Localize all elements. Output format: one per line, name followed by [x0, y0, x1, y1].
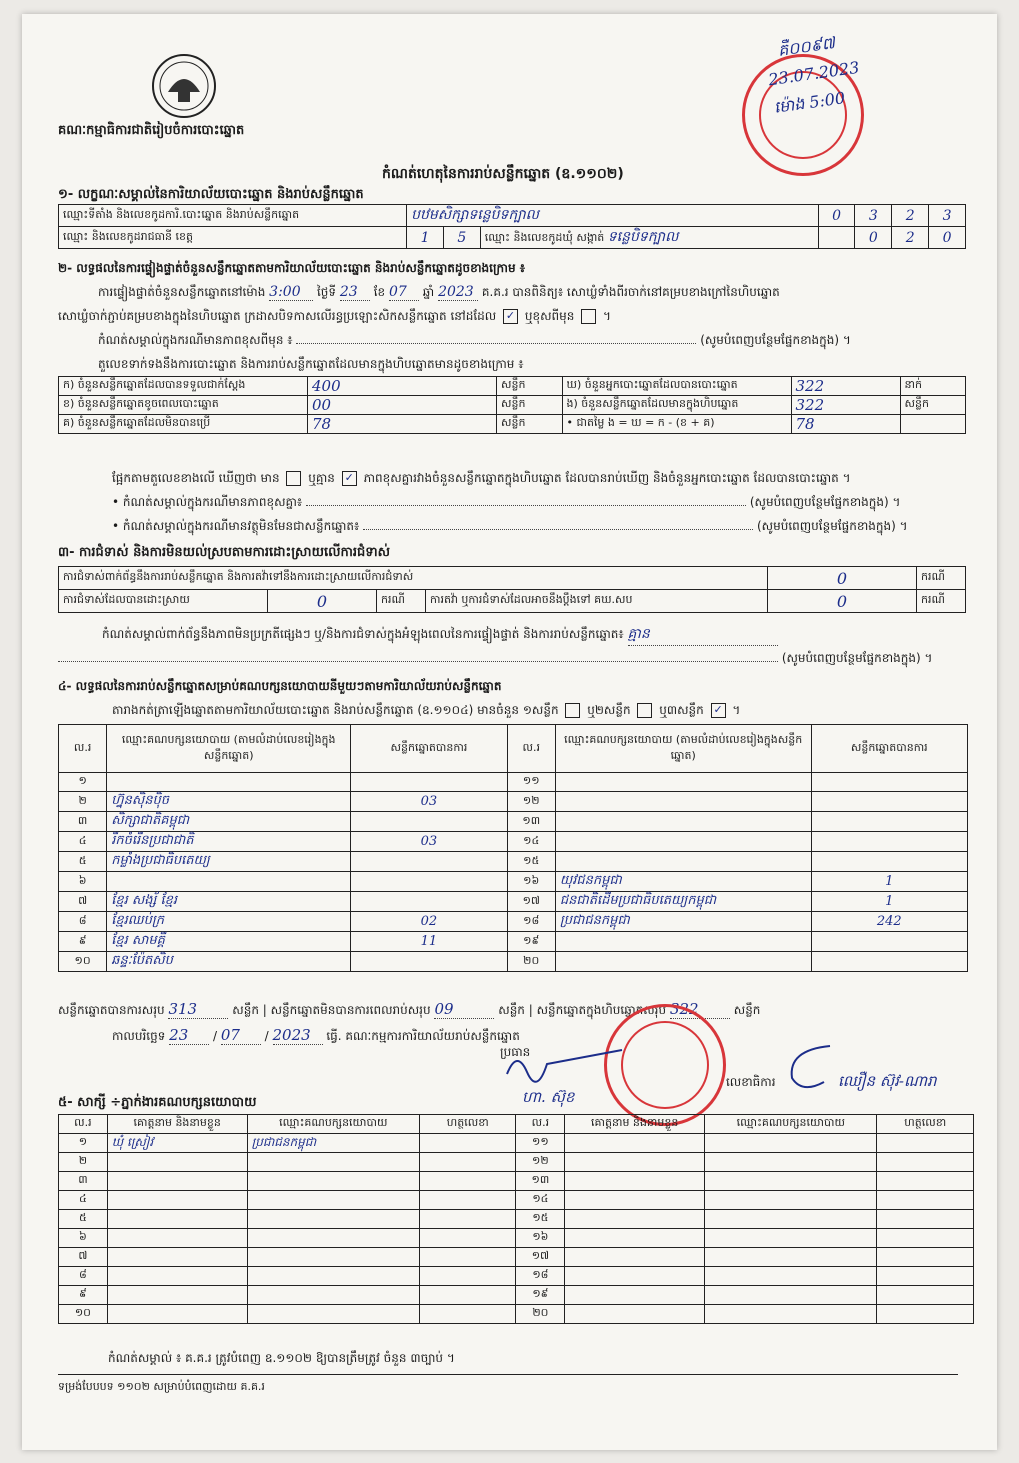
witness-party	[705, 1229, 877, 1248]
witness-party	[247, 1305, 419, 1324]
formula-value: 78	[791, 415, 900, 434]
party-votes	[351, 812, 507, 832]
party-no: ១១	[507, 773, 555, 792]
party-votes	[351, 852, 507, 872]
party-votes	[811, 932, 967, 952]
party-name: ប្រជាជនកម្ពុជា	[555, 912, 811, 932]
location-label: ឈ្មោះទីតាំង និងលេខកូដការិ.បោះឆ្នោត និងរាប់សន្លឹកឆ្នោត	[59, 205, 407, 227]
table-row	[59, 1305, 974, 1324]
table-row	[59, 1134, 974, 1153]
table-row	[59, 1267, 974, 1286]
party-no: ១	[59, 773, 107, 792]
secretary-label: លេខាធិការ	[726, 1075, 776, 1089]
party-name	[555, 773, 811, 792]
witness-no: ១៣	[516, 1172, 565, 1191]
witness-no: ៦	[59, 1229, 108, 1248]
witness-no: ៣	[59, 1172, 108, 1191]
table-row	[59, 812, 968, 832]
figures-table	[58, 376, 966, 434]
party-name: សិក្សាជាតិគម្ពុជា	[107, 812, 351, 832]
party-votes	[351, 892, 507, 912]
witness-signature	[877, 1286, 974, 1305]
witness-no: ១៨	[516, 1267, 565, 1286]
witness-signature	[420, 1134, 516, 1153]
witness-table: ល.រ គោត្តនាម និងនាមខ្លួន ឈ្មោះគណបក្សនយោបាយ ហត្ថលេខា ល.រ គោត្តនាម និងនាមខ្លួន ឈ្មោះគណបក្សនយោបាយ ហត្ថលេខា ១ ឃុំ ស្រៀវ ប្រជាជនកម្ពុជា ១១ ២ ១២ ៣ ១៣ ៤ ១៤ ៥ ១៥ ៦ ១៦ ៧ ១៧ ៨ ១៨ ៩ ១៩ ១០ ២០	[58, 1114, 974, 1324]
stamp-time: ម៉ោង 5:00	[772, 88, 847, 117]
witness-name	[107, 1172, 247, 1191]
table-row	[59, 1286, 974, 1305]
province-code-1: 1	[407, 227, 444, 249]
table-row	[59, 1172, 974, 1191]
witness-no: ១២	[516, 1153, 565, 1172]
verify-month: 07	[389, 284, 419, 301]
witness-signature	[877, 1305, 974, 1324]
section3-heading: ៣- ការជំទាស់ និងការមិនយល់ស្របតាមការដោះស្រាយលើការជំទាស់	[58, 545, 390, 560]
chair-signature-icon	[502, 1044, 632, 1084]
total-invalid: 09	[434, 1000, 494, 1019]
witness-party: ប្រជាជនកម្ពុជា	[247, 1134, 419, 1153]
witness-name	[565, 1267, 705, 1286]
verify-line-1: ការផ្ទៀងផ្ទាត់ចំនួនសន្លឹកឆ្នោតនៅម៉ោង 3:00 ថ្ងៃទី 23 ខែ 07 ឆ្នាំ 2023 គ.គ.រ បានពិនិត្យ៖ សោឃ្លំទាំងពីរចាក់នៅគម្របខាងក្រៅនៃហិបឆ្នោត	[98, 284, 780, 300]
party-votes: 02	[351, 912, 507, 932]
form-title: កំណត់ហេតុនៃការរាប់សន្លឹកឆ្នោត (ឧ.១១០២)	[382, 166, 624, 182]
party-votes	[811, 952, 967, 972]
section1-heading: ១- លក្ខណៈសម្គាល់នៃការិយាល័យបោះឆ្នោត និងរាប់សន្លឹកឆ្នោត	[58, 187, 364, 202]
witness-name	[107, 1229, 247, 1248]
witness-party	[247, 1210, 419, 1229]
party-votes: 1	[811, 872, 967, 892]
secretary-signature-icon	[782, 1038, 842, 1098]
witness-name	[565, 1286, 705, 1305]
table-row	[59, 912, 968, 932]
witness-name	[107, 1267, 247, 1286]
witness-no: ១៤	[516, 1191, 565, 1210]
witness-no: ១៩	[516, 1286, 565, 1305]
figures-row: គ) ចំនួនសន្លឹកឆ្នោតដែលមិនបានប្រើ 78 សន្លឹក • ជាតម្លៃ ង = ឃ = ក - (ខ + គ) 78	[59, 415, 966, 434]
party-votes	[811, 832, 967, 852]
chair-label: ប្រធាន	[500, 1045, 531, 1059]
witness-signature	[420, 1286, 516, 1305]
party-name: ជនជាតិដើមប្រជាធិបតេយ្យកម្ពុជា	[555, 892, 811, 912]
party-name	[555, 792, 811, 812]
party-no: ៣	[59, 812, 107, 832]
witness-signature	[420, 1153, 516, 1172]
table-row	[59, 832, 968, 852]
party-no: ៦	[59, 872, 107, 892]
witness-name	[565, 1134, 705, 1153]
party-no: ១៩	[507, 932, 555, 952]
witness-name: ឃុំ ស្រៀវ	[107, 1134, 247, 1153]
chair-name: ហា. ស៊ុខ	[522, 1088, 575, 1106]
spoiled-value: 00	[308, 396, 497, 415]
table-row	[59, 892, 968, 912]
table-row	[59, 1191, 974, 1210]
irregularity-value: គ្មាន	[628, 624, 778, 646]
party-no: ១២	[507, 792, 555, 812]
witness-no: ៨	[59, 1267, 108, 1286]
witness-signature	[420, 1172, 516, 1191]
has-diff-checkbox[interactable]	[286, 471, 301, 486]
received-value: 400	[308, 377, 497, 396]
witness-signature	[420, 1267, 516, 1286]
witness-name	[107, 1248, 247, 1267]
witness-party	[705, 1248, 877, 1267]
totals-line: សន្លឹកឆ្នោតបានការសរុប 313 សន្លឹក | សន្លឹកឆ្នោតមិនបានការពេលរាប់សរុប 09 សន្លឹក | សន្លឹកឆ្នោតក្នុងហិបឆ្នោតសរុប 322 សន្លឹក	[58, 1000, 761, 1018]
two-sheet-checkbox[interactable]	[637, 703, 652, 718]
witness-party	[705, 1191, 877, 1210]
witness-signature	[877, 1172, 974, 1191]
party-no: ១០	[59, 952, 107, 972]
witness-signature	[877, 1153, 974, 1172]
witness-party	[247, 1191, 419, 1210]
witness-name	[565, 1248, 705, 1267]
witness-no: ១៥	[516, 1210, 565, 1229]
table-row	[59, 932, 968, 952]
party-name: ហ្វ៊ុនស៊ិនប៉ិច	[107, 792, 351, 812]
witness-signature	[877, 1191, 974, 1210]
witness-name	[565, 1191, 705, 1210]
witness-signature	[420, 1305, 516, 1324]
unused-value: 78	[308, 415, 497, 434]
witness-name	[107, 1153, 247, 1172]
party-name: រីកចំរើនប្រជាជាតិ	[107, 832, 351, 852]
party-no: ៧	[59, 892, 107, 912]
witness-party	[705, 1305, 877, 1324]
party-no: ៩	[59, 932, 107, 952]
party-votes: 242	[811, 912, 967, 932]
party-name: យុវជនកម្ពុជា	[555, 872, 811, 892]
location-code-4: 3	[929, 205, 966, 227]
party-name: ខ្មែរឈប់ក្រ	[107, 912, 351, 932]
witness-party	[247, 1248, 419, 1267]
party-name	[107, 872, 351, 892]
party-no: ៤	[59, 832, 107, 852]
witness-name	[107, 1286, 247, 1305]
witness-party	[247, 1267, 419, 1286]
diff-note-line: កំណត់សម្គាល់ក្នុងករណីមានភាពខុសពីមុន ៖ (សូមបំពេញបន្ថែមផ្នែកខាងក្នុង) ។	[98, 333, 851, 347]
org-name: គណៈកម្មាធិការជាតិរៀបចំការបោះឆ្នោត	[58, 123, 245, 138]
resolved-value: 0	[268, 590, 377, 613]
party-name	[555, 952, 811, 972]
party-no: ៥	[59, 852, 107, 872]
table-row	[59, 872, 968, 892]
stamp-code: គឺ០០៩៧	[776, 33, 837, 60]
location-code-3: 2	[892, 205, 929, 227]
bullet-diff: • កំណត់សម្គាល់ក្នុងករណីមានភាពខុសគ្នា៖ (សូមបំពេញបន្ថែមផ្នែកខាងក្នុង) ។	[112, 495, 901, 509]
section1-table	[58, 204, 966, 249]
document-sheet: គណៈកម្មាធិការជាតិរៀបចំការបោះឆ្នោត គឺ០០៩៧ 23.07.2023 ម៉ោង 5:00 កំណត់ហេតុនៃការរាប់សន្លឹកឆ្នោត (ឧ.១១០២) ១- លក្ខណៈសម្គាល់នៃការិយាល័យបោះឆ្នោត និងរាប់សន្លឹកឆ្នោត ឈ្មោះទីតាំង និងលេខកូដការិ.បោះឆ្នោត និងរាប់សន្លឹកឆ្នោត បឋមសិក្សាទន្លេបិទក្បាល 0 3 2 3 ឈ្មោះ និងលេខកូដរាជធានី ខេត្ត 1 5 ឈ្មោះ និងលេខកូដឃុំ សង្កាត់ ទន្លេបិទក្បាល 0 2 0 ២- លទ្ធផលនៃការផ្ទៀងផ្ទាត់ចំនួនសន្លឹកឆ្នោតតាមការិយាល័យបោះឆ្នោត និងរាប់សន្លឹកឆ្នោតដូចខាងក្រោម ៖ ការផ្ទៀងផ្ទាត់ចំនួនសន្លឹកឆ្នោតនៅម៉ោង 3:00 ថ្ងៃទី 23 ខែ 07 ឆ្នាំ 2023 គ.គ.រ បានពិនិត្យ៖ សោឃ្លំទាំងពីរចាក់នៅគម្របខាងក្រៅនៃហិបឆ្នោត សោឃ្លំចាក់ភ្ជាប់គម្របខាងក្នុងនៃហិបឆ្នោត ក្រដាសបិទកាសលើរន្ធប្រឡោះសិកសន្លឹកឆ្នោត នៅដដែល ✓ ឬខុសពីមុន ។ កំណត់សម្គាល់ក្នុងករណីមានភាពខុសពីមុន ៖ (សូមបំពេញបន្ថែមផ្នែកខាងក្នុង) ។ តួលេខទាក់ទងនឹងការបោះឆ្នោត និងការរាប់សន្លឹកឆ្នោតដែលមានក្នុងហិបឆ្នោតមានដូចខាងក្រោម ៖ ក) ចំនួនសន្លឹកឆ្នោតដែលបានទទួលជាក់ស្តែង 400 សន្លឹក ឃ) ចំនួនអ្នកបោះឆ្នោតដែលបានបោះឆ្នោត 322 នាក់ ខ) ចំនួនសន្លឹកឆ្នោតខូចពេលបោះឆ្នោត 00 សន្លឹក ង) ចំនួនសន្លឹកឆ្នោតដែលមានក្នុងហិបឆ្នោត 322 សន្លឹក គ) ចំនួនសន្លឹកឆ្នោតដែលមិនបានប្រើ 78 សន្លឹក • ជាតម្លៃ ង = ឃ = ក - (ខ + គ) 78 ផ្អែកតាមតួលេខខាងលើ ឃើញថា មាន ឬគ្មាន ✓ ភាពខុសគ្នារវាងចំនួនសន្លឹកឆ្នោតក្នុងហិបឆ្នោត ដែលបានរាប់ឃើញ និងចំនួនអ្នកបោះឆ្នោត ដែលបានបោះឆ្នោត ។ • កំណត់សម្គាល់ក្នុងករណីមានភាពខុសគ្នា៖ (សូមបំពេញបន្ថែមផ្នែកខាងក្នុង) ។ • កំណត់សម្គាល់ក្នុងករណីមានវត្ថុមិនមែនជាសន្លឹកឆ្នោត៖ (សូមបំពេញបន្ថែមផ្នែកខាងក្នុង) ។ ៣- ការជំទាស់ និងការមិនយល់ស្របតាមការដោះស្រាយលើការជំទាស់ ការជំទាស់ពាក់ព័ន្ធនឹងការរាប់សន្លឹកឆ្នោត និងការតវ៉ាទៅនឹងការដោះស្រាយលើការជំទាស់ 0 ករណី ការជំទាស់ដែលបានដោះស្រាយ 0 ករណី ការតវ៉ា ឬការជំទាស់ដែលអាចនឹងប្តឹងទៅ គឃ.សប 0 ករណី កំណត់សម្គាល់ពាក់ព័ន្ធនឹងភាពមិនប្រក្រតីផ្សេងៗ ឬ/និងការជំទាស់ក្នុងអំឡុងពេលនៃការផ្ទៀងផ្ទាត់ និងការរាប់សន្លឹកឆ្នោត៖ គ្មាន (សូមបំពេញបន្ថែមផ្នែកខាងក្នុង) ។ ៤- លទ្ធផលនៃការរាប់សន្លឹកឆ្នោតសម្រាប់គណបក្សនយោបាយនីមួយៗតាមការិយាល័យរាប់សន្លឹកឆ្នោត តារាងកត់ត្រាឡើងឆ្នោតតាមការិយាល័យបោះឆ្នោត និងរាប់សន្លឹកឆ្នោត (ឧ.១១០៤) មានចំនួន ១សន្លឹក ឬ២សន្លឹក ឬ៣សន្លឹក ✓ ។ ល.រ ឈ្មោះគណបក្សនយោបាយ (តាមលំដាប់លេខរៀងក្នុងសន្លឹកឆ្នោត) សន្លឹកឆ្នោតបានការ ល.រ ឈ្មោះគណបក្សនយោបាយ (តាមលំដាប់លេខរៀងក្នុងសន្លឹកឆ្នោត) សន្លឹកឆ្នោតបានការ ១ ១១ ២ ហ្វ៊ុនស៊ិនប៉ិច 03 ១២ ៣ សិក្សាជាតិគម្ពុជា ១៣ ៤ រីកចំរើនប្រជាជាតិ 03 ១៤ ៥ កម្លាំងប្រជាធិបតេយ្យ ១៥ ៦ ១៦ យុវជនកម្ពុជា 1 ៧ ខ្មែរ សង្ស័ ខ្មែរ ១៧ ជនជាតិដើមប្រជាធិបតេយ្យកម្ពុជា 1 ៨ ខ្មែរឈប់ក្រ 02 ១៨ ប្រជាជនកម្ពុជា 242 ៩ ខ្មែរ សាមគ្គី 11 ១៩ ១០ ឆន្ទៈប៉ែតសិប ២០ សន្លឹកឆ្នោតបានការសរុប 313 សន្លឹក | សន្លឹកឆ្នោតមិនបានការពេលរាប់សរុប 09 សន្លឹក | សន្លឹកឆ្នោតក្នុងហិបឆ្នោតសរុប 322 សន្លឹក កាលបរិច្ឆេទ 23 / 07 / 2023 ធ្វើ. គណៈកម្មការការិយាល័យរាប់សន្លឹកឆ្នោត ប្រធាន ហា. ស៊ុខ លេខាធិការ ឈឿន ស៊ុវ-ណារា ៥- សាក្សី ÷ភ្នាក់ងារគណបក្សនយោបាយ ល.រ គោត្តនាម និងនាមខ្លួន ឈ្មោះគណបក្សនយោបាយ ហត្ថលេខា ល.រ គោត្តនាម និងនាមខ្លួន ឈ្មោះគណបក្សនយោបាយ ហត្ថលេខា ១ ឃុំ ស្រៀវ ប្រជាជនកម្ពុជា ១១ ២ ១២ ៣ ១៣ ៤ ១៤ ៥ ១៥ ៦ ១៦ ៧ ១៧ ៨ ១៨ ៩ ១៩ ១០ ២០ កំណត់សម្គាល់ ៖ គ.គ.រ ត្រូវបំពេញ ឧ.១១០២ ឱ្យបានត្រឹមត្រូវ ចំនួន ៣ច្បាប់ ។ ទម្រង់បែបបទ ១១០២ សម្រាប់បំពេញដោយ គ.គ.រ	[22, 14, 997, 1450]
witness-no: ៥	[59, 1210, 108, 1229]
party-votes	[811, 773, 967, 792]
party-votes: 03	[351, 792, 507, 812]
date-line: កាលបរិច្ឆេទ 23 / 07 / 2023 ធ្វើ. គណៈកម្មការការិយាល័យរាប់សន្លឹកឆ្នោត	[112, 1026, 520, 1044]
discrepancy-line: ផ្អែកតាមតួលេខខាងលើ ឃើញថា មាន ឬគ្មាន ✓ ភាពខុសគ្នារវាងចំនួនសន្លឹកឆ្នោតក្នុងហិបឆ្នោត ដែលបានរាប់ឃើញ និងចំនួនអ្នកបោះឆ្នោត ដែលបានបោះឆ្នោត ។	[112, 471, 851, 485]
witness-party	[705, 1172, 877, 1191]
witness-party	[705, 1286, 877, 1305]
total-in-box: 322	[670, 1000, 730, 1019]
witness-no: ៩	[59, 1286, 108, 1305]
witness-name	[565, 1172, 705, 1191]
party-name	[107, 773, 351, 792]
party-votes	[351, 952, 507, 972]
table-row	[59, 773, 968, 792]
province-label: ឈ្មោះ និងលេខកូដរាជធានី ខេត្ត	[59, 227, 407, 249]
location-value: បឋមសិក្សាទន្លេបិទក្បាល	[407, 205, 819, 227]
witness-party	[705, 1153, 877, 1172]
party-no: ១៤	[507, 832, 555, 852]
objections-value: 0	[768, 567, 917, 590]
form-footer: ទម្រង់បែបបទ ១១០២ សម្រាប់បំពេញដោយ គ.គ.រ	[58, 1380, 265, 1393]
party-no: ១៦	[507, 872, 555, 892]
secretary-name: ឈឿន ស៊ុវ-ណារា	[838, 1072, 937, 1090]
location-code-2: 3	[855, 205, 892, 227]
figures-row: ខ) ចំនួនសន្លឹកឆ្នោតខូចពេលបោះឆ្នោត 00 សន្លឹក ង) ចំនួនសន្លឹកឆ្នោតដែលមានក្នុងហិបឆ្នោត 322 សន្លឹក	[59, 396, 966, 415]
party-no: ៨	[59, 912, 107, 932]
witness-party	[705, 1210, 877, 1229]
party-name: កម្លាំងប្រជាធិបតេយ្យ	[107, 852, 351, 872]
witness-signature	[420, 1191, 516, 1210]
party-name	[555, 812, 811, 832]
witness-signature	[877, 1267, 974, 1286]
section2-heading: ២- លទ្ធផលនៃការផ្ទៀងផ្ទាត់ចំនួនសន្លឹកឆ្នោតតាមការិយាល័យបោះឆ្នោត និងរាប់សន្លឹកឆ្នោតដូចខាងក្រោម ៖	[58, 261, 526, 275]
figures-intro: តួលេខទាក់ទងនឹងការបោះឆ្នោត និងការរាប់សន្លឹកឆ្នោតដែលមានក្នុងហិបឆ្នោតមានដូចខាងក្រោម ៖	[98, 357, 524, 371]
witness-signature	[420, 1229, 516, 1248]
commune-code-1: 0	[855, 227, 892, 249]
witness-name	[107, 1305, 247, 1324]
party-name: ខ្មែរ សាមគ្គី	[107, 932, 351, 952]
verify-time: 3:00	[269, 284, 313, 301]
table-row	[59, 852, 968, 872]
bullet-nonballot: • កំណត់សម្គាល់ក្នុងករណីមានវត្ថុមិនមែនជាសន្លឹកឆ្នោត៖ (សូមបំពេញបន្ថែមផ្នែកខាងក្នុង) ។	[112, 519, 908, 533]
commune-code-2: 2	[892, 227, 929, 249]
witness-party	[247, 1153, 419, 1172]
party-votes	[811, 792, 967, 812]
witness-party	[705, 1267, 877, 1286]
commune-code-3: 0	[929, 227, 966, 249]
three-sheet-checkbox[interactable]: ✓	[711, 703, 726, 718]
witness-party	[247, 1172, 419, 1191]
party-votes	[811, 812, 967, 832]
witness-signature	[877, 1210, 974, 1229]
party-no: ១៨	[507, 912, 555, 932]
table-row	[59, 952, 968, 972]
party-no: ១៧	[507, 892, 555, 912]
verify-line-2: សោឃ្លំចាក់ភ្ជាប់គម្របខាងក្នុងនៃហិបឆ្នោត ក្រដាសបិទកាសលើរន្ធប្រឡោះសិកសន្លឹកឆ្នោត នៅដដែល ✓ ឬខុសពីមុន ។	[58, 309, 611, 323]
witness-no: ១៧	[516, 1248, 565, 1267]
party-no: ១៣	[507, 812, 555, 832]
party-no: ២	[59, 792, 107, 812]
objections-table: ការជំទាស់ពាក់ព័ន្ធនឹងការរាប់សន្លឹកឆ្នោត និងការតវ៉ាទៅនឹងការដោះស្រាយលើការជំទាស់ 0 ករណី ការជំទាស់ដែលបានដោះស្រាយ 0 ករណី ការតវ៉ា ឬការជំទាស់ដែលអាចនឹងប្តឹងទៅ គឃ.សប 0 ករណី	[58, 566, 966, 613]
witness-signature	[420, 1248, 516, 1267]
table-row	[59, 1229, 974, 1248]
party-name	[555, 832, 811, 852]
section5-heading: ៥- សាក្សី ÷ភ្នាក់ងារគណបក្សនយោបាយ	[58, 1095, 257, 1110]
witness-no: ១	[59, 1134, 108, 1153]
party-votes	[351, 773, 507, 792]
province-code-2: 5	[443, 227, 480, 249]
tally-sheets-line: តារាងកត់ត្រាឡើងឆ្នោតតាមការិយាល័យបោះឆ្នោត និងរាប់សន្លឹកឆ្នោត (ឧ.១១០៤) មានចំនួន ១សន្លឹក ឬ២សន្លឹក ឬ៣សន្លឹក ✓ ។	[112, 703, 741, 717]
footer-note: កំណត់សម្គាល់ ៖ គ.គ.រ ត្រូវបំពេញ ឧ.១១០២ ឱ្យបានត្រឹមត្រូវ ចំនួន ៣ច្បាប់ ។	[108, 1351, 455, 1365]
irregularity-note: កំណត់សម្គាល់ពាក់ព័ន្ធនឹងភាពមិនប្រក្រតីផ្សេងៗ ឬ/និងការជំទាស់ក្នុងអំឡុងពេលនៃការផ្ទៀងផ្ទាត់ និងការរាប់សន្លឹកឆ្នោត៖ គ្មាន	[102, 624, 778, 646]
table-row	[59, 792, 968, 812]
party-votes	[811, 852, 967, 872]
witness-no: ១៦	[516, 1229, 565, 1248]
witness-no: ២០	[516, 1305, 565, 1324]
party-name: ឆន្ទៈប៉ែតសិប	[107, 952, 351, 972]
different-checkbox[interactable]	[581, 309, 596, 324]
witness-no: ៤	[59, 1191, 108, 1210]
witness-no: ៧	[59, 1248, 108, 1267]
witness-name	[565, 1153, 705, 1172]
party-no: ១៥	[507, 852, 555, 872]
same-checkbox[interactable]: ✓	[503, 309, 518, 324]
no-diff-checkbox[interactable]: ✓	[342, 471, 357, 486]
party-votes: 11	[351, 932, 507, 952]
party-votes: 1	[811, 892, 967, 912]
party-votes: 03	[351, 832, 507, 852]
stamp-date: 23.07.2023	[767, 57, 861, 90]
commune-label: ឈ្មោះ និងលេខកូដឃុំ សង្កាត់	[484, 231, 605, 244]
witness-no: ១១	[516, 1134, 565, 1153]
appeal-value: 0	[768, 590, 917, 613]
one-sheet-checkbox[interactable]	[565, 703, 580, 718]
witness-name	[565, 1229, 705, 1248]
table-row	[59, 1210, 974, 1229]
witness-no: ២	[59, 1153, 108, 1172]
party-votes	[351, 872, 507, 892]
in-box-value: 322	[791, 396, 900, 415]
results-table: ល.រ ឈ្មោះគណបក្សនយោបាយ (តាមលំដាប់លេខរៀងក្នុងសន្លឹកឆ្នោត) សន្លឹកឆ្នោតបានការ ល.រ ឈ្មោះគណបក្សនយោបាយ (តាមលំដាប់លេខរៀងក្នុងសន្លឹកឆ្នោត) សន្លឹកឆ្នោតបានការ ១ ១១ ២ ហ្វ៊ុនស៊ិនប៉ិច 03 ១២ ៣ សិក្សាជាតិគម្ពុជា ១៣ ៤ រីកចំរើនប្រជាជាតិ 03 ១៤ ៥ កម្លាំងប្រជាធិបតេយ្យ ១៥ ៦ ១៦ យុវជនកម្ពុជា 1 ៧ ខ្មែរ សង្ស័ ខ្មែរ ១៧ ជនជាតិដើមប្រជាធិបតេយ្យកម្ពុជា 1 ៨ ខ្មែរឈប់ក្រ 02 ១៨ ប្រជាជនកម្ពុជា 242 ៩ ខ្មែរ សាមគ្គី 11 ១៩ ១០ ឆន្ទៈប៉ែតសិប ២០	[58, 724, 968, 972]
voters-value: 322	[791, 377, 900, 396]
witness-signature	[877, 1248, 974, 1267]
party-name	[555, 852, 811, 872]
witness-party	[705, 1134, 877, 1153]
table-row	[59, 1248, 974, 1267]
witness-name	[565, 1305, 705, 1324]
party-name: ខ្មែរ សង្ស័ ខ្មែរ	[107, 892, 351, 912]
commune-value: ទន្លេបិទក្បាល	[607, 229, 679, 245]
verify-day: 23	[340, 284, 370, 301]
witness-signature	[877, 1229, 974, 1248]
nec-emblem-icon	[148, 52, 220, 120]
table-row	[59, 1153, 974, 1172]
witness-no: ១០	[59, 1305, 108, 1324]
witness-party	[247, 1286, 419, 1305]
witness-signature	[877, 1134, 974, 1153]
verify-year: 2023	[438, 284, 478, 301]
party-name	[555, 932, 811, 952]
location-code-1: 0	[818, 205, 855, 227]
witness-signature	[420, 1210, 516, 1229]
witness-name	[107, 1191, 247, 1210]
party-no: ២០	[507, 952, 555, 972]
figures-row: ក) ចំនួនសន្លឹកឆ្នោតដែលបានទទួលជាក់ស្តែង 400 សន្លឹក ឃ) ចំនួនអ្នកបោះឆ្នោតដែលបានបោះឆ្នោត 322 នាក់	[59, 377, 966, 396]
witness-party	[247, 1229, 419, 1248]
witness-name	[107, 1210, 247, 1229]
total-valid: 313	[168, 1000, 228, 1019]
witness-name	[565, 1210, 705, 1229]
section4-heading: ៤- លទ្ធផលនៃការរាប់សន្លឹកឆ្នោតសម្រាប់គណបក្សនយោបាយនីមួយៗតាមការិយាល័យរាប់សន្លឹកឆ្នោត	[58, 679, 502, 693]
